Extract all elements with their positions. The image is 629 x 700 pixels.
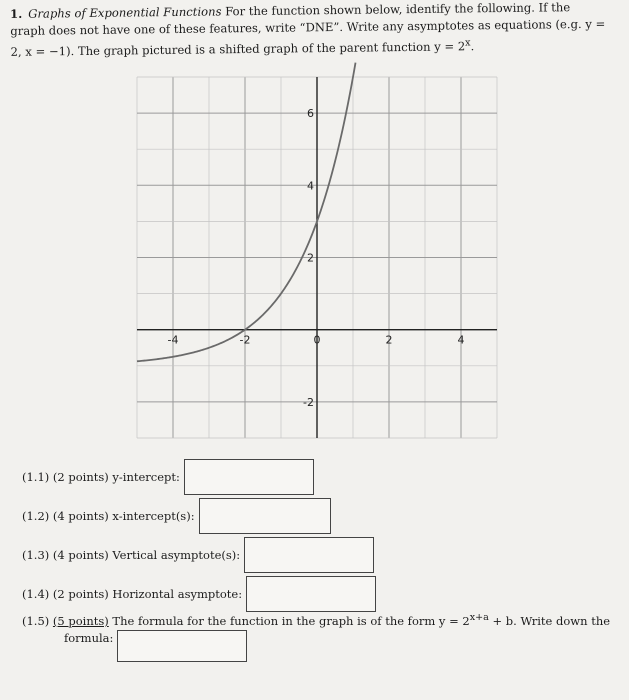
problem-parent-function: The graph pictured is a shifted graph of the parent function y = 2 xyxy=(77,39,466,59)
formula-answer-box[interactable] xyxy=(117,630,247,662)
question-1-1-label: (1.1) (2 points) y-intercept: xyxy=(22,470,180,484)
x-tick-label: 2 xyxy=(385,333,393,347)
y-tick-label: 4 xyxy=(307,179,314,193)
x-tick-label: 4 xyxy=(457,333,465,347)
x-tick-label: -2 xyxy=(239,333,251,347)
problem-title: Graphs of Exponential Functions xyxy=(28,4,222,21)
problem-text: For the function shown below, identify the following. If the graph does not have one of these features, write “DNE”. Write any asymptotes as equations (e.g. y = 2, x = −1). xyxy=(10,0,606,59)
formula-label: formula: xyxy=(64,630,114,645)
question-1-1 xyxy=(22,459,314,495)
y-tick-label: -2 xyxy=(303,395,314,409)
y-tick-label: 6 xyxy=(307,107,314,121)
question-1-5-text xyxy=(22,609,612,630)
curve-layer xyxy=(137,63,356,362)
x-intercept-answer-box[interactable] xyxy=(199,498,331,534)
function-curve xyxy=(137,63,356,362)
problem-end: . xyxy=(470,39,475,54)
vertical-asymptote-answer-box[interactable] xyxy=(244,537,374,573)
y-intercept-answer-box[interactable] xyxy=(184,459,314,495)
question-1-4-label: (1.4) (2 points) Horizontal asymptote: xyxy=(22,587,243,601)
question-1-5-text-a: The formula for the function in the graph is of the form y = 2 xyxy=(108,613,470,628)
question-1-5-exponent: x+a xyxy=(469,612,489,623)
problem-number: 1. xyxy=(10,6,23,21)
y-tick-label: 2 xyxy=(307,251,314,265)
question-1-2 xyxy=(22,498,331,534)
x-tick-label: -4 xyxy=(167,333,179,347)
question-1-3 xyxy=(22,537,374,573)
question-1-5-text-b: + b. Write down the xyxy=(488,613,611,628)
question-1-5-prefix: (1.5) xyxy=(22,613,53,628)
parent-exponent: x xyxy=(465,37,471,49)
question-1-2-label: (1.2) (4 points) x-intercept(s): xyxy=(22,509,195,523)
question-1-5 xyxy=(22,609,612,662)
question-1-3-label: (1.3) (4 points) Vertical asymptote(s): xyxy=(22,548,241,562)
horizontal-asymptote-answer-box[interactable] xyxy=(246,576,376,612)
question-1-5-points: (5 points) xyxy=(52,613,109,628)
question-1-4 xyxy=(22,576,376,612)
formula-line xyxy=(22,630,612,662)
x-tick-label: 0 xyxy=(313,333,321,347)
